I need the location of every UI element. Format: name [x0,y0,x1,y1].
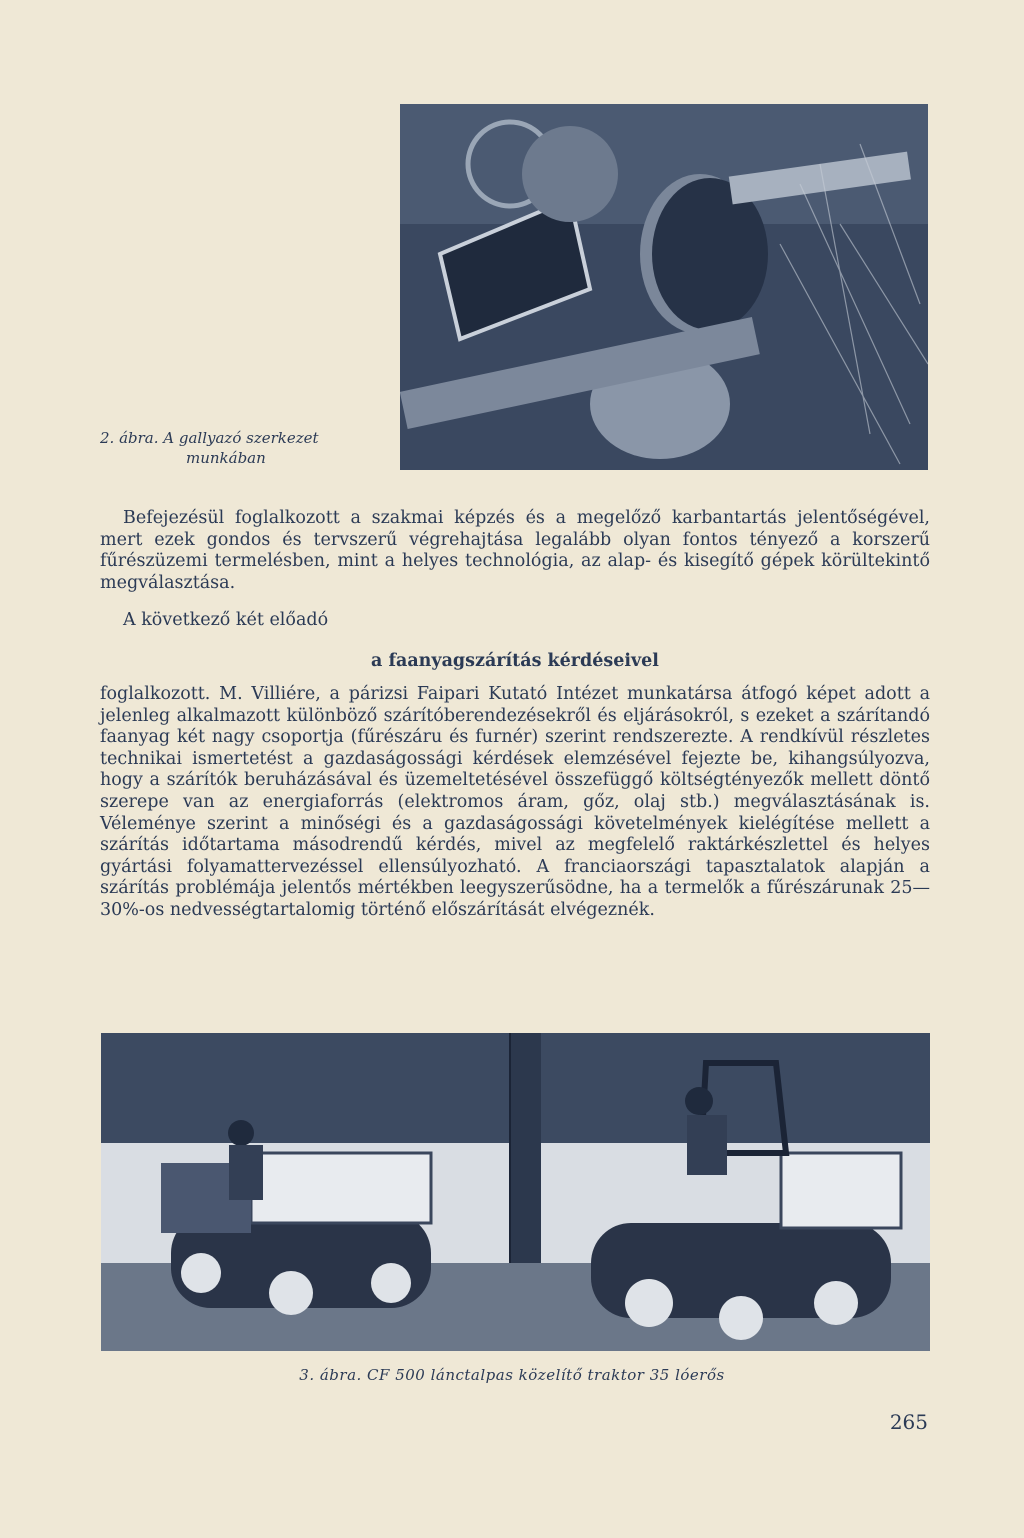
paragraph-1: Befejezésül foglalkozott a szakmai képzés és a megelőző karbantartás jelentőségével, mert ezek gondos és tervszerű végrehajtása legalább olyan fontos tényező a korszerű fűrészüzemi termelésben, mint a helyes technológia, az alap- és kisegítő gépek körültekintő megválasztása. [100,508,930,593]
figure-3-caption: 3. ábra. CF 500 lánctalpas közelítő traktor 35 lóerős [299,1366,725,1384]
figure-2-caption-line2: munkában [186,449,266,467]
section-heading: a faanyagszárítás kérdéseivel [371,651,659,671]
figure-2-caption [100,428,390,468]
figure-2-caption-line1: 2. ábra. A gallyazó szerkezet [100,429,319,447]
paragraph-3: foglalkozott. M. Villiére, a párizsi Faipari Kutató Intézet munkatársa átfogó képet adott a jelenleg alkalmazott különböző szárítóberendezésekről és eljárásokról, s ezeket a szárítandó faanyag két nagy csoportja (fűrészáru és furnér) szerint rendszerezte. A rendkívül részletes technikai ismertetést a gazdaságossági kérdések elemzésével fejezte be, kihangsúlyozva, hogy a szárítók beruházásával és üzemeltetésével összefüggő költségtényezők mellett döntő szerepe van az energiaforrás (elektromos áram, gőz, olaj stb.) megválasztásának is. Véleménye szerint a minőségi és a gazdaságossági követelmények kielégítése mellett a szárítás időtartama másodrendű kérdés, mivel az megfelelő raktárkészlettel és helyes gyártási folyamattervezéssel ellensúlyozható. A franciaországi tapasztalatok alapján a szárítás problémája jelentős mértékben leegyszerűsödne, ha a termelők a fűrészárunak 25—30%-os nedvességtartalomig történő előszárítását elvégeznék. [100,684,930,920]
crawler-tractor-photo [101,1033,930,1351]
delimbing-machine-photo [400,104,928,470]
page-number: 265 [889,1410,928,1434]
paragraph-2: A következő két előadó [123,610,329,630]
